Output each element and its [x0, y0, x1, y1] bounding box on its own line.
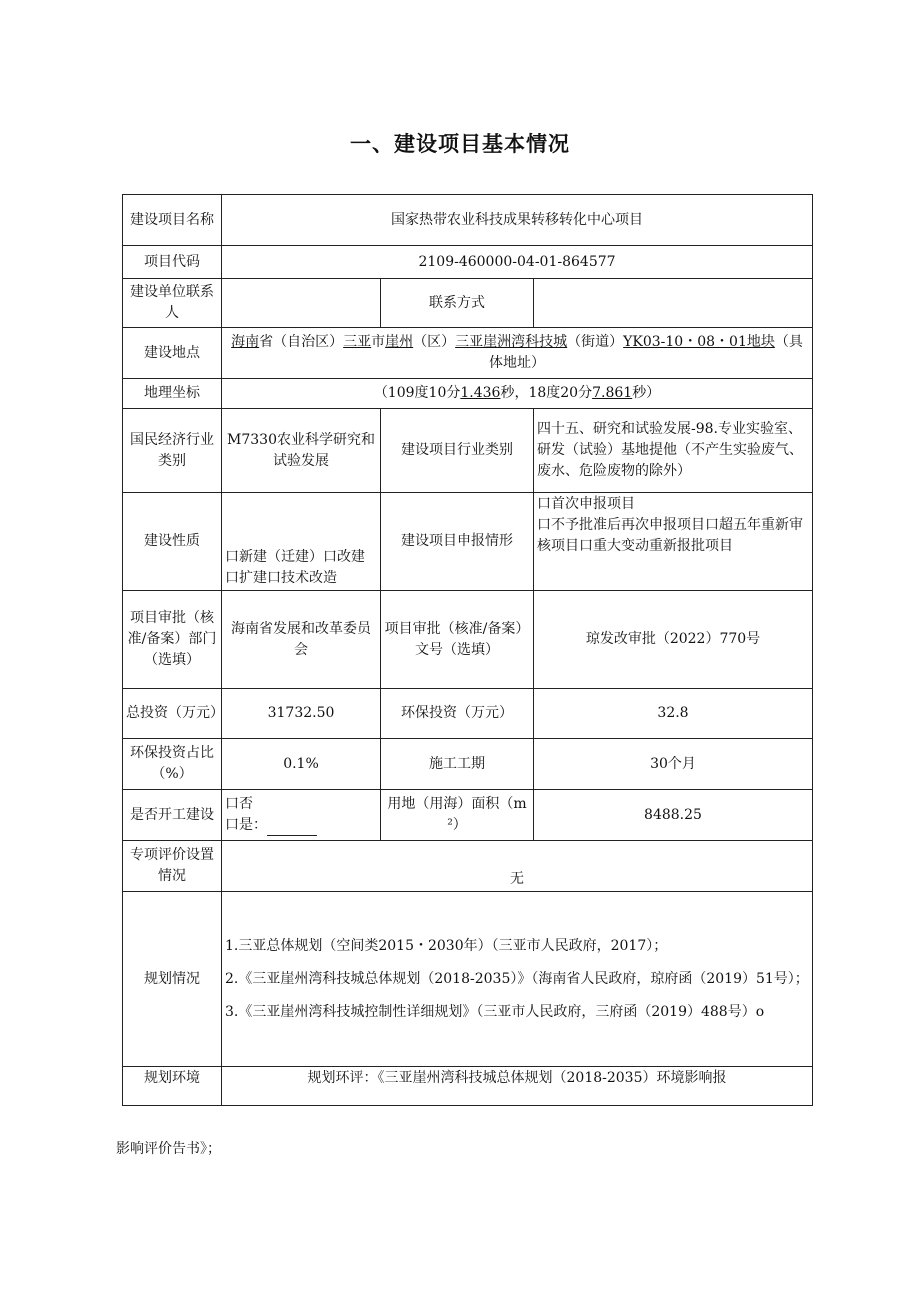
started-blank [267, 821, 317, 836]
area-value: 8488.25 [534, 790, 813, 841]
env-invest-value: 32.8 [534, 689, 813, 739]
coord-label: 地理坐标 [123, 379, 222, 409]
industry-value: M7330农业科学研究和试验发展 [222, 409, 381, 493]
footer-text: 影响评价告书》； [116, 1141, 221, 1157]
declare-value: 口首次申报项目 口不予批准后再次申报项目口超五年重新审核项目口重大变动重新报批项目 [534, 493, 813, 591]
project-name-label: 建设项目名称 [123, 195, 222, 246]
approval-no-label: 项目审批（核准/备案）文号（选填） [381, 591, 534, 689]
location-value: 海南省（自治区）三亚市崖州（区）三亚崖洲湾科技城（街道）YK03-10・08・01地块（具体地址） [222, 328, 813, 379]
contact-label: 建设单位联系人 [123, 279, 222, 328]
project-industry-label: 建设项目行业类别 [381, 409, 534, 493]
project-code-label: 项目代码 [123, 246, 222, 279]
coord-value: （109度10分1.436秒，18度20分7.861秒） [222, 379, 813, 409]
plan-item: 1.三亚总体规划（空间类2015・2030年）（三亚市人民政府，2017）； [225, 937, 668, 954]
env-ratio-label: 环保投资占比（%） [123, 739, 222, 790]
started-label: 是否开工建设 [123, 790, 222, 841]
area-label: 用地（用海）面积（m²） [381, 790, 534, 841]
contact-method-value [534, 279, 813, 328]
plan-env-label: 规划环境 [123, 1067, 222, 1106]
contact-method-label: 联系方式 [381, 279, 534, 328]
nature-label: 建设性质 [123, 493, 222, 591]
special-value: 无 [222, 841, 813, 892]
page-title: 一、建设项目基本情况 [350, 132, 570, 156]
plan-list [222, 892, 813, 1067]
approval-dept-label: 项目审批（核准/备案）部门（选填） [123, 591, 222, 689]
plan-item: 3.《三亚崖州湾科技城控制性详细规划》（三亚市人民政府，三府函（2019）488号）o [225, 1003, 765, 1020]
nature-value: 口新建（迁建）口改建口扩建口技术改造 [222, 493, 381, 591]
plan-label: 规划情况 [123, 892, 222, 1067]
approval-dept-value: 海南省发展和改革委员会 [222, 591, 381, 689]
env-invest-label: 环保投资（万元） [381, 689, 534, 739]
project-name-value: 国家热带农业科技成果转移转化中心项目 [222, 195, 813, 246]
special-label: 专项评价设置情况 [123, 841, 222, 892]
contact-value [222, 279, 381, 328]
industry-label: 国民经济行业类别 [123, 409, 222, 493]
approval-no-value: 琼发改审批（2022）770号 [534, 591, 813, 689]
project-industry-value: 四十五、研究和试验发展-98.专业实验室、研发（试验）基地提他（不产生实验废气、废水、危险废物的除外） [534, 409, 813, 493]
plan-item: 2.《三亚崖州湾科技城总体规划（2018-2035）》（海南省人民政府，琼府函（2019）51号）； [225, 970, 809, 987]
project-info-table [122, 194, 813, 1106]
declare-label: 建设项目申报情形 [381, 493, 534, 591]
period-label: 施工工期 [381, 739, 534, 790]
env-ratio-value: 0.1% [222, 739, 381, 790]
period-value: 30个月 [534, 739, 813, 790]
project-code-value: 2109-460000-04-01-864577 [222, 246, 813, 279]
total-invest-value: 31732.50 [222, 689, 381, 739]
total-invest-label: 总投资（万元） [123, 689, 222, 739]
started-value: 口否 口是： [222, 790, 381, 841]
location-label: 建设地点 [123, 328, 222, 379]
plan-env-value: 规划环评：《三亚崖州湾科技城总体规划（2018-2035）环境影响报 [222, 1067, 813, 1106]
